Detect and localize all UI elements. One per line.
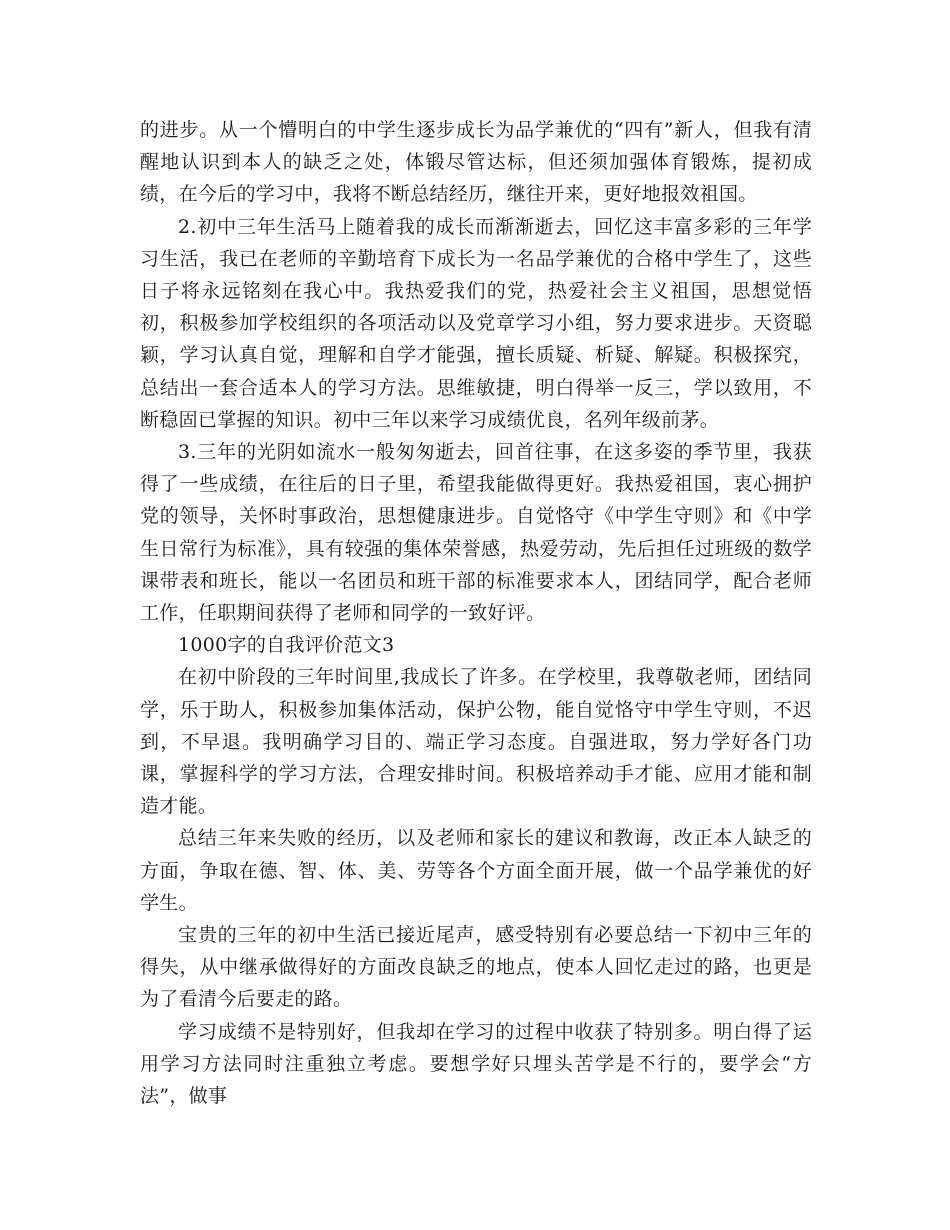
paragraph-school-life: 在初中阶段的三年时间里,我成长了许多。在学校里，我尊敬老师，团结同学，乐于助人，积极参加集体活动，保护公物，能自觉恪守中学生守则，不迟到，不早退。我明确学习目的、端正学习态度。自强进取，努力学好各门功课，掌握科学的学习方法，合理安排时间。积极培养动手才能、应用才能和制造才能。 <box>140 666 812 818</box>
document-page <box>140 114 812 1112</box>
paragraph-item-2: 2.初中三年生活马上随着我的成长而渐渐逝去，回忆这丰富多彩的三年学习生活，我已在老师的辛勤培育下成长为一名品学兼优的合格中学生了，这些日子将永远铭刻在我心中。我热爱我们的党，热爱社会主义祖国，思想觉悟初，积极参加学校组织的各项活动以及党章学习小组，努力要求进步。天资聪颖，学习认真自觉，理解和自学才能强，擅长质疑、析疑、解疑。积极探究，总结出一套合适本人的学习方法。思维敏捷，明白得举一反三，学以致用，不断稳固已掌握的知识。初中三年以来学习成绩优良，名列年级前茅。 <box>140 215 812 431</box>
paragraph-continuation: 的进步。从一个懵明白的中学生逐步成长为品学兼优的“四有”新人，但我有清醒地认识到本人的缺乏之处，体锻尽管达标，但还须加强体育锻炼，提初成绩，在今后的学习中，我将不断总结经历，继往开来，更好地报效祖国。 <box>140 119 812 206</box>
paragraph-review: 宝贵的三年的初中生活已接近尾声，感受特别有必要总结一下初中三年的得失，从中继承做得好的方面改良缺乏的地点，使本人回忆走过的路，也更是为了看清今后要走的路。 <box>140 924 812 1011</box>
paragraph-study: 学习成绩不是特别好，但我却在学习的过程中收获了特别多。明白得了运用学习方法同时注重独立考虑。要想学好只埋头苦学是不行的，要学会“方法”，做事 <box>140 1020 812 1108</box>
paragraph-summary: 总结三年来失败的经历，以及老师和家长的建议和教诲，改正本人缺乏的方面，争取在德、智、体、美、劳等各个方面全面开展，做一个品学兼优的好学生。 <box>140 827 812 914</box>
paragraph-item-3: 3.三年的光阴如流水一般匆匆逝去，回首往事，在这多姿的季节里，我获得了一些成绩，在往后的日子里，希望我能做得更好。我热爱祖国，衷心拥护党的领导，关怀时事政治，思想健康进步。自觉恪守《中学生守则》和《中学生日常行为标准》，具有较强的集体荣誉感，热爱劳动，先后担任过班级的数学课带表和班长，能以一名团员和班干部的标准要求本人，团结同学，配合老师工作，任职期间获得了老师和同学的一致好评。 <box>140 441 812 625</box>
section-heading: 1000字的自我评价范文3 <box>178 634 395 657</box>
